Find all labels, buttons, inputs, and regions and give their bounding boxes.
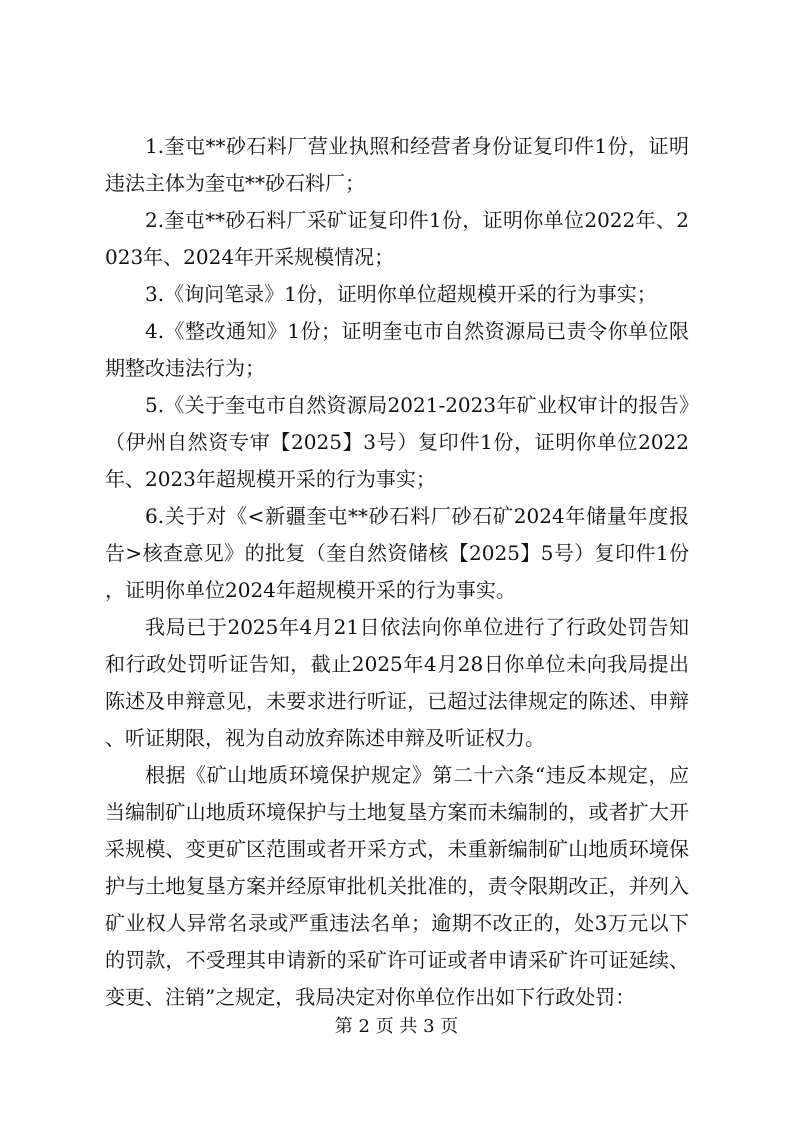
notice-paragraph: 我局已于2025年4月21日依法向你单位进行了行政处罚告知和行政处罚听证告知，截止2025年4月28日你单位未向我局提出陈述及申辩意见，未要求进行听证，已超过法律规定的陈述、申辩、听证期限，视为自动放弃陈述申辩及听证权力。 [105, 615, 689, 750]
evidence-item-4: 4.《整改通知》1份；证明奎屯市自然资源局已责令你单位限期整改违法行为； [105, 319, 689, 380]
legal-basis-paragraph: 根据《矿山地质环境保护规定》第二十六条“违反本规定，应当编制矿山地质环境保护与土地复垦方案而未编制的，或者扩大开采规模、变更矿区范围或者开采方式，未重新编制矿山地质环境保护与土地复垦方案并经原审批机关批准的，责令限期改正，并列入矿业权人异常名录或严重违法名单；逾期不改正的，处3万元以下的罚款，不受理其申请新的采矿许可证或者申请采矿许可证延续、变更、注销”之规定，我局决定对你单位作出如下行政处罚： [105, 763, 689, 1009]
page-number-footer: 第 2 页 共 3 页 [334, 1016, 459, 1037]
evidence-item-1: 1.奎屯**砂石料厂营业执照和经营者身份证复印件1份，证明违法主体为奎屯**砂石料厂； [105, 134, 689, 195]
evidence-item-3: 3.《询问笔录》1份，证明你单位超规模开采的行为事实； [145, 282, 657, 306]
evidence-item-2: 2.奎屯**砂石料厂采矿证复印件1份，证明你单位2022年、2023年、2024年开采规模情况； [105, 208, 689, 269]
document-body [105, 128, 689, 1016]
evidence-item-6: 6.关于对《<新疆奎屯**砂石料厂砂石矿2024年储量年度报告>核查意见》的批复（奎自然资储核【2025】5号）复印件1份，证明你单位2024年超规模开采的行为事实。 [105, 504, 689, 602]
evidence-item-5: 5.《关于奎屯市自然资源局2021-2023年矿业权审计的报告》（伊州自然资专审【2025】3号）复印件1份，证明你单位2022年、2023年超规模开采的行为事实； [105, 393, 689, 491]
